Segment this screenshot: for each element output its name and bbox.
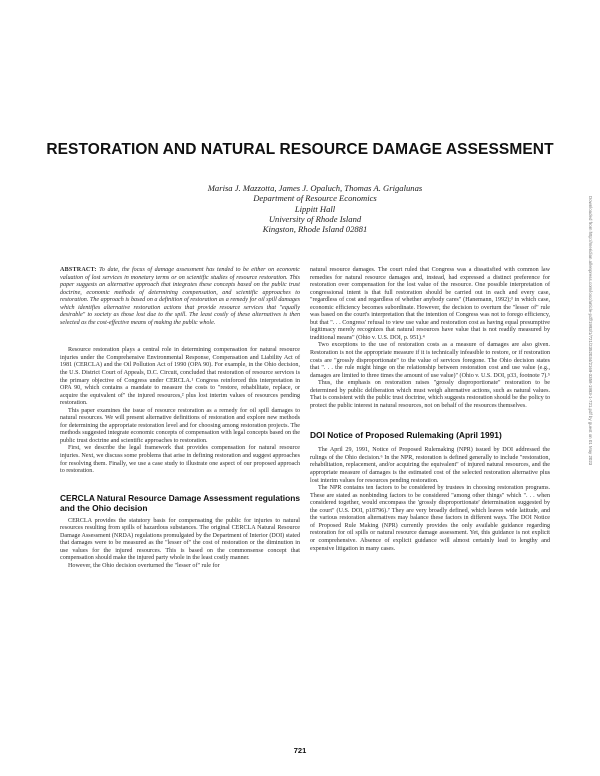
body-paragraph: Two exceptions to the use of restoration costs as a measure of damages are also given. Restoration is not the appropriate measure if it is technically infeasible to restore, or if restoration costs are "grossly disproportionate" to the value of services foregone. The Ohio decision states that ". . . the rule might hinge on the relationship between restoration cost and use value (e.g., damages are limited to three times the amount of use value)" (Ohio v. U.S. DOI, p33, footnote 7).⁵ bbox=[310, 342, 550, 379]
author-university: University of Rhode Island bbox=[268, 213, 362, 224]
section-heading: CERCLA Natural Resource Damage Assessment regulations and the Ohio decision bbox=[60, 492, 300, 513]
body-paragraph: The April 29, 1991, Notice of Proposed Rulemaking (NPR) issued by DOI addressed the rulings of the Ohio decision.⁶ In the NPR, restoration is defined generally to include "restoration, rehabilitation, replacement, and/or acquiring the equivalent" of injured natural resources, and the appropriate measure of damages is the estimated cost of the selected restoration alternative plus lost interim values for resources pending restoration. bbox=[310, 447, 550, 484]
download-watermark bbox=[585, 196, 595, 616]
author-department: Department of Resource Economics bbox=[253, 193, 377, 204]
body-paragraph: CERCLA provides the statutory basis for compensating the public for injuries to natural resources resulting from spills of hazardous substances. The original CERCLA Natural Resource Damage Assessment (NRDA) regulations promulgated by the Department of Interior (DOI) stated that damages were to be measured as the "lesser of" the cost of restoration or the diminution in use values for the injured resources. This is based on the commonsense concept that compensation should make the injured party whole in the least costly manner. bbox=[60, 517, 300, 562]
author-block bbox=[150, 183, 480, 234]
abstract-text: To date, the focus of damage assessment has tended to be either on economic valuation of lost services in monetary terms or on scientific studies of resource restoration. This paper suggests an alternative approach that integrates these concepts based on the public trust doctrine, economic methods of determining compensation, and scientific approaches to restoration. The approach is based on a definition of restoration as a remedy for oil spill damages which identifies alternative restoration actions that provide resource services that "equally desirable" to society as those lost due to the spill. The least costly of these alternatives is then selected as the cost-effective means of making the public whole. bbox=[60, 267, 300, 326]
section-heading: DOI Notice of Proposed Rulemaking (April 1991) bbox=[310, 430, 502, 441]
body-paragraph: The NPR contains ten factors to be considered by trustees in choosing restoration programs. These are stated as nonbinding factors to be considered "among other things" which ". . . when considered together, would encompass the 'grossly disproportionate' determination suggested by the court" (U.S. DOI, p18796).⁷ They are very broadly defined, which leaves wide latitude, and the various restoration alternatives may balance these factors in different ways. The DOI Notice of Proposed Rule Making (NPR) currently provides the only available guidance regarding restoration for oil spills or natural resource damage assessment. Yet, this guidance is not explicit or comprehensive. Absence of explicit guidance will almost certainly lead to lengthy and expensive litigation in many cases. bbox=[310, 485, 550, 552]
body-paragraph: Thus, the emphasis on restoration raises "grossly disproportionate" restoration to be determined by public deliberation which must weigh alternative actions, such as natural values. That is consistent with the public trust doctrine, which suggests restoration should be the policy to protect the public interest in natural resources, not on behalf of the resources themselves. bbox=[310, 380, 550, 409]
download-watermark-text: Downloaded from http://meridian.allenpress.com/iosc/article-pdf/1993/1/721/2352034/2169-3358-1993-1-721.pdf by guest on 01 May 2023 bbox=[588, 196, 593, 466]
body-paragraph: natural resource damages. The court ruled that Congress was a dissatisfied with common law remedies for natural resource damages and, instead, had expressed a distinct preference for restoration over compensation for the lost value of the resource. One possible interpretation of congressional intent is that full restoration should be carried out in each and every case, "regardless of cost and regardless of whether anybody cares" (Hanemann, 1992);³ in which case, economic efficiency becomes subordinate. However, the decision to overturn the "lesser of" rule was based on the court's interpretation that the intention of Congress was not to forego efficiency, but that ". . . Congress' refusal to view use value and restoration cost as having equal presumptive legitimacy merely recognizes that natural resources have value that is not readily measured by traditional means" (Ohio v. U.S. DOI, p. 951).⁴ bbox=[310, 267, 550, 341]
right-column bbox=[310, 267, 550, 553]
body-paragraph: First, we describe the legal framework that provides compensation for natural resource injuries. Next, we discuss some problems that arise in defining restoration and suggest approaches for resolving them. Finally, we use a case study to illustrate one aspect of our proposed approach to restoration. bbox=[60, 445, 300, 475]
abstract bbox=[60, 267, 300, 327]
author-building: Lippitt Hall bbox=[294, 203, 336, 214]
page-number: 721 bbox=[293, 746, 307, 755]
body-paragraph: However, the Ohio decision overturned the "lesser of" rule for bbox=[68, 562, 220, 569]
author-location: Kingston, Rhode Island 02881 bbox=[262, 224, 368, 235]
abstract-label: ABSTRACT: bbox=[60, 267, 97, 273]
body-paragraph: This paper examines the issue of resource restoration as a remedy for oil spill damages to natural resources. We will present alternative definitions of restoration and explore new methods for determining the appropriate restoration level and for choosing among restoration projects. The methods suggested integrate economic concepts of compensation with legal concepts based on the public trust doctrine and scientific approaches to restoration. bbox=[60, 407, 300, 444]
left-column bbox=[60, 267, 300, 571]
body-paragraph: Resource restoration plays a central role in determining compensation for natural resource injuries under the Comprehensive Environmental Response, Compensation and Liability Act of 1981 (CERCLA) and the Oil Pollution Act of 1990 (OPA 90). For example, in the Ohio decision, the U.S. District Court of Appeals, D.C. Circuit, concluded that restoration of resource services is the primary objective of Congress under CERCLA.¹ Congress reinforced this interpretation in OPA 90, which contains a mandate to measure the costs to "restore, rehabilitate, replace, or acquire the equivalent of" the injured resources,² plus lost interim values of resources pending restoration. bbox=[60, 347, 300, 407]
paper-title: RESTORATION AND NATURAL RESOURCE DAMAGE ASSESSMENT bbox=[46, 141, 554, 158]
author-names: Marisa J. Mazzotta, James J. Opaluch, Thomas A. Grigalunas bbox=[207, 183, 423, 193]
